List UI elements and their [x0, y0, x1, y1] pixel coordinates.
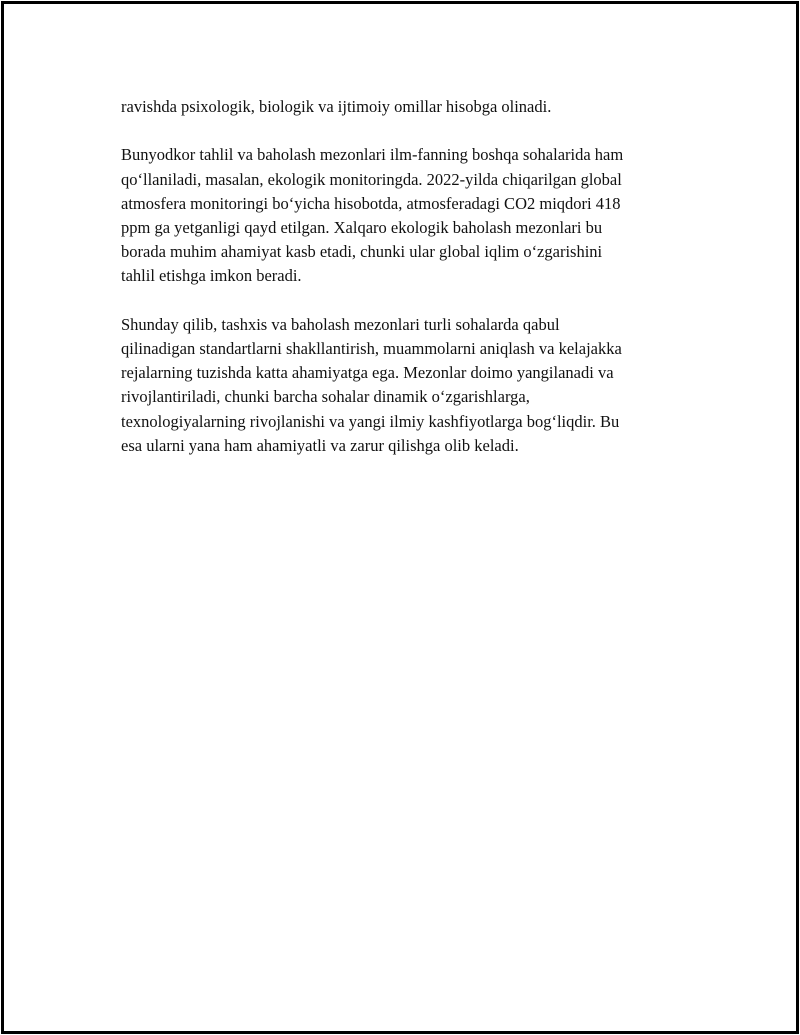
text-line: esa ularni yana ham ahamiyatli va zarur qilishga olib keladi. [121, 435, 519, 455]
text-line: qilinadigan standartlarni shakllantirish, muammolarni aniqlash va kelajakka [121, 339, 622, 358]
text-line: atmosfera monitoringi bo‘yicha hisobotda, atmosferadagi CO2 miqdori 418 [121, 193, 621, 213]
text-line: Bunyodkor tahlil va baholash mezonlari ilm-fanning boshqa sohalarida ham [121, 145, 624, 165]
text-line: ppm ga yetganligi qayd etilgan. Xalqaro ekologik baholash mezonlari bu [121, 218, 603, 237]
paragraph-2 [121, 143, 691, 288]
paragraph-1 [121, 95, 691, 119]
page-frame [1, 1, 799, 1034]
text-line: Shunday qilib, tashxis va baholash mezonlari turli sohalarda qabul [121, 314, 560, 334]
document-body [121, 95, 691, 482]
text-line: ravishda psixologik, biologik va ijtimoiy omillar hisobga olinadi. [121, 97, 552, 116]
paragraph-3 [121, 313, 691, 458]
text-line: qo‘llaniladi, masalan, ekologik monitoringda. 2022-yilda chiqarilgan global [121, 169, 622, 189]
text-line: rejalarning tuzishda katta ahamiyatga ega. Mezonlar doimo yangilanadi va [121, 363, 614, 383]
text-line: borada muhim ahamiyat kasb etadi, chunki ular global iqlim o‘zgarishini [121, 242, 603, 262]
text-line: rivojlantiriladi, chunki barcha sohalar dinamik o‘zgarishlarga, [121, 387, 530, 407]
text-line: texnologiyalarning rivojlanishi va yangi ilmiy kashfiyotlarga bog‘liqdir. Bu [121, 411, 620, 431]
text-line: tahlil etishga imkon beradi. [121, 266, 302, 286]
